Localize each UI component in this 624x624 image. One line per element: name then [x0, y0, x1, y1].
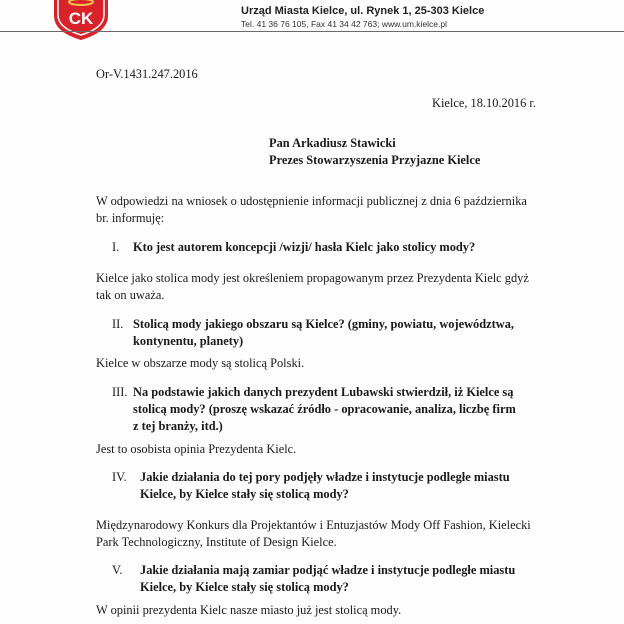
section-question: stolicą mody? (proszę wskazać źródło - opracowanie, analiza, liczbę firm: [133, 402, 516, 416]
addressee-title: Prezes Stowarzyszenia Przyjazne Kielce: [269, 153, 481, 167]
section-question: Jakie działania mają zamiar podjąć władze i instytucje podległe miastu: [140, 563, 516, 577]
addressee-name: Pan Arkadiusz Stawicki: [269, 136, 396, 150]
section-answer: Międzynarodowy Konkurs dla Projektantów i Entuzjastów Mody Off Fashion, Kielecki: [96, 518, 531, 532]
intro-line: br. informuję:: [96, 211, 165, 225]
logo-text: CK: [68, 9, 94, 28]
header-contact: Tel. 41 36 76 105, Fax 41 34 42 763; www.um.kielce.pl: [241, 19, 448, 29]
intro-line: W odpowiedzi na wniosek o udostępnienie informacji publicznej z dnia 6 października: [96, 194, 527, 208]
section-number: V.: [112, 563, 123, 577]
section-answer: Jest to osobista opinia Prezydenta Kielc.: [96, 442, 297, 456]
section-question: Kielce, by Kielce stały się stolicą mody?: [140, 487, 349, 501]
section-answer: Park Technologiczny, Institute of Design Kielce.: [96, 535, 337, 549]
section-number: I.: [112, 240, 120, 254]
section-answer: W opinii prezydenta Kielc nasze miasto już jest stolicą mody.: [96, 603, 402, 617]
section-question: kontynentu, planety): [133, 334, 244, 348]
section-number: III.: [112, 385, 128, 399]
section-question: Kielce, by Kielce stały się stolicą mody?: [140, 580, 349, 594]
section-answer: Kielce w obszarze mody są stolicą Polski.: [96, 356, 305, 370]
section-number: IV.: [112, 470, 127, 484]
section-question: Stolicą mody jakiego obszaru są Kielce? (gminy, powiatu, województwa,: [133, 317, 514, 331]
section-question: Na podstawie jakich danych prezydent Lubawski stwierdził, iż Kielce są: [133, 385, 514, 399]
place-date: Kielce, 18.10.2016 r.: [432, 96, 536, 110]
reference-number: Or-V.1431.247.2016: [96, 67, 198, 81]
header-divider: [0, 31, 624, 32]
header-address: Urząd Miasta Kielce, ul. Rynek 1, 25-303 Kielce: [241, 5, 485, 17]
section-question: z tej branży, itd.): [133, 419, 223, 433]
section-number: II.: [112, 317, 124, 331]
section-question: Kto jest autorem koncepcji /wizji/ hasła Kielc jako stolicy mody?: [133, 240, 476, 254]
section-answer: tak on uważa.: [96, 288, 165, 302]
section-answer: Kielce jako stolica mody jest określeniem propagowanym przez Prezydenta Kielc gdyż: [96, 271, 529, 285]
section-question: Jakie działania do tej pory podjęły władze i instytucje podległe miastu: [140, 470, 510, 484]
city-crest-logo: [50, 0, 112, 40]
